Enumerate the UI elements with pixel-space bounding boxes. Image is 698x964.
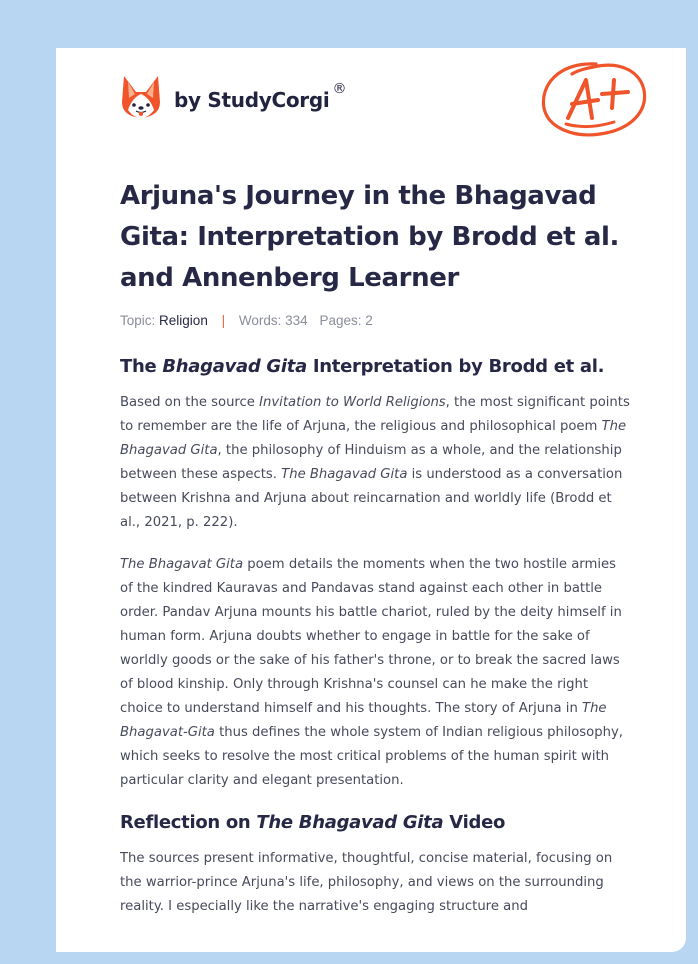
document-card — [56, 48, 686, 952]
pages-label: Pages: — [319, 313, 362, 328]
heading-text: Video — [443, 812, 506, 833]
brand-name: by StudyCorgi — [174, 88, 330, 112]
text: thus defines the whole system of Indian religious philosophy, which seeks to resolve the most critical problems of the human spirit with particular clarity and elegant presentation. — [120, 725, 623, 788]
paragraph — [120, 847, 632, 919]
page-title: Arjuna's Journey in the Bhagavad Gita: Interpretation by Brodd et al. and Annenberg Learner — [120, 181, 619, 293]
text: Based on the source — [120, 395, 260, 410]
topic-link[interactable]: Religion — [159, 313, 208, 328]
words-count: 334 — [285, 313, 308, 328]
paragraph — [120, 553, 632, 793]
a-plus-grade-icon — [538, 58, 650, 140]
words-label: Words: — [238, 313, 282, 328]
meta-separator: | — [221, 313, 226, 328]
heading-text: Interpretation by Brodd et al. — [306, 356, 605, 377]
section-heading-interpretation — [120, 355, 632, 379]
book-title: The Bhagavat-Gita — [120, 701, 607, 740]
article — [120, 176, 632, 919]
heading-emphasis: Bhagavad Gita — [162, 356, 307, 377]
text: The sources present informative, thoughtful, concise material, focusing on the warrior-prince Arjuna's life, philosophy, and views on the surrounding reality. I especially like the narrative's engaging structure and — [120, 851, 613, 914]
book-title: The Bhagavat Gita — [120, 557, 244, 572]
header — [56, 48, 686, 158]
article-meta — [120, 311, 632, 331]
text: , the most significant points to remember are the life of Arjuna, the religious and philosophical poem — [120, 395, 630, 434]
pages-count: 2 — [365, 313, 373, 328]
text: poem details the moments when the two hostile armies of the kindred Kauravas and Pandavas stand against each other in battle order. Pandav Arjuna mounts his battle chariot, ruled by the deity himself in human form. Arjuna doubts whether to engage in battle for the sake of worldly goods or the sake of his father's throne, or to break the sacred laws of blood kinship. Only through Krishna's counsel can he make the right choice to understand himself and his thoughts. The story of Arjuna in — [120, 557, 622, 716]
text: , the philosophy of Hinduism as a whole, and the relationship between these aspects. — [120, 443, 622, 482]
book-title: The Bhagavad Gita — [120, 419, 627, 458]
section-heading-reflection — [120, 811, 632, 835]
studycorgi-logo[interactable] — [120, 74, 346, 120]
text: is understood as a conversation between Krishna and Arjuna about reincarnation and worldly life (Brodd et al., 2021, p. 222). — [120, 467, 623, 530]
registered-mark: ® — [332, 81, 347, 97]
corgi-face-icon — [120, 74, 162, 120]
heading-text: Reflection on — [120, 812, 257, 833]
topic-label: Topic: — [120, 313, 156, 328]
paragraph — [120, 391, 632, 535]
heading-emphasis: The Bhagavad Gita — [256, 812, 444, 833]
heading-text: The — [120, 356, 163, 377]
book-title: The Bhagavad Gita — [281, 467, 408, 482]
book-title: Invitation to World Religions — [259, 395, 446, 410]
